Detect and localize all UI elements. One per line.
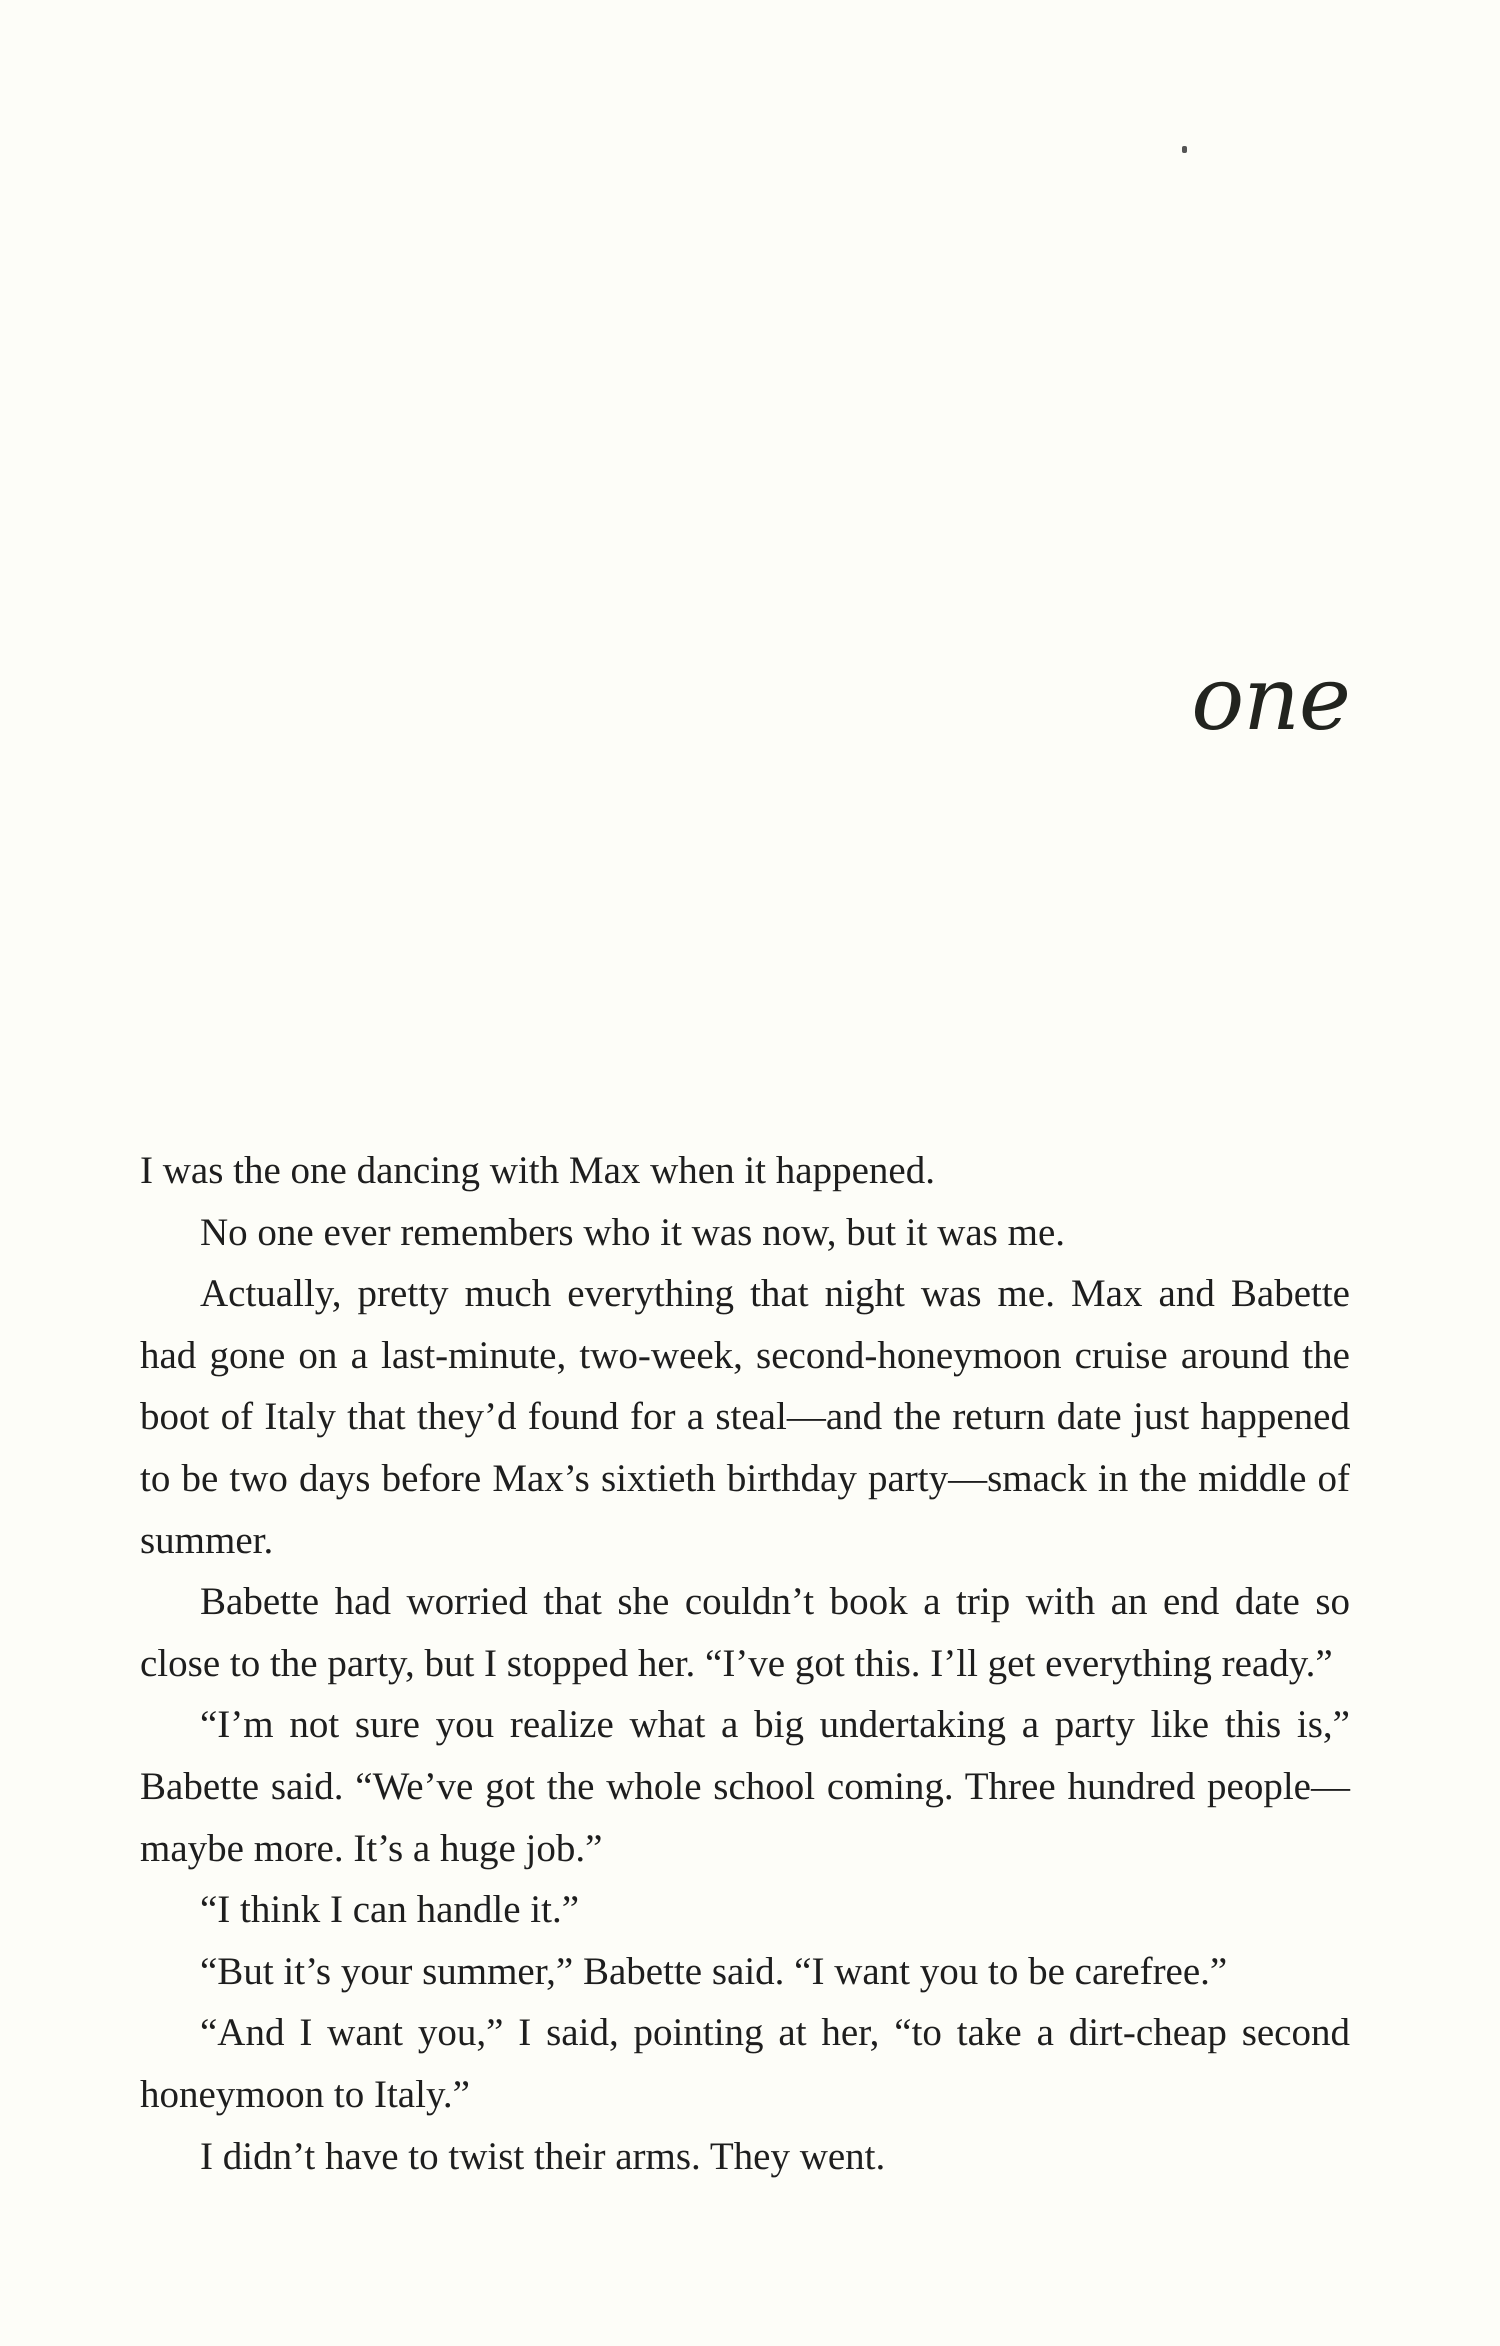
paragraph-5: “I’m not sure you realize what a big undertaking a party like this is,” Babette said. “We’ve got the whole school coming. Three hundred people—maybe more. It’s a huge job.” bbox=[140, 1703, 1350, 1870]
paragraph-6: “I think I can handle it.” bbox=[200, 1888, 580, 1932]
chapter-title: one bbox=[1191, 647, 1350, 750]
paragraph-2: No one ever remembers who it was now, but it was me. bbox=[200, 1210, 1066, 1254]
paragraph-4: Babette had worried that she couldn’t book a trip with an end date so close to the party, but I stopped her. “I’ve got this. I’ll get everything ready.” bbox=[140, 1580, 1350, 1685]
chapter-body bbox=[140, 1140, 1350, 2187]
print-speck bbox=[1182, 146, 1187, 153]
paragraph-7: “But it’s your summer,” Babette said. “I want you to be carefree.” bbox=[200, 1949, 1228, 1993]
paragraph-9: I didn’t have to twist their arms. They went. bbox=[200, 2134, 886, 2178]
paragraph-1: I was the one dancing with Max when it happened. bbox=[140, 1149, 935, 1192]
paragraph-3: Actually, pretty much everything that night was me. Max and Babette had gone on a last-minute, two-week, second-honeymoon cruise around the boot of Italy that they’d found for a steal—and the return date just happened to be two days before Max’s sixtieth birthday party—smack in the middle of summer. bbox=[140, 1272, 1350, 1562]
paragraph-8: “And I want you,” I said, pointing at her, “to take a dirt-cheap second honeymoon to Italy.” bbox=[140, 2011, 1350, 2116]
